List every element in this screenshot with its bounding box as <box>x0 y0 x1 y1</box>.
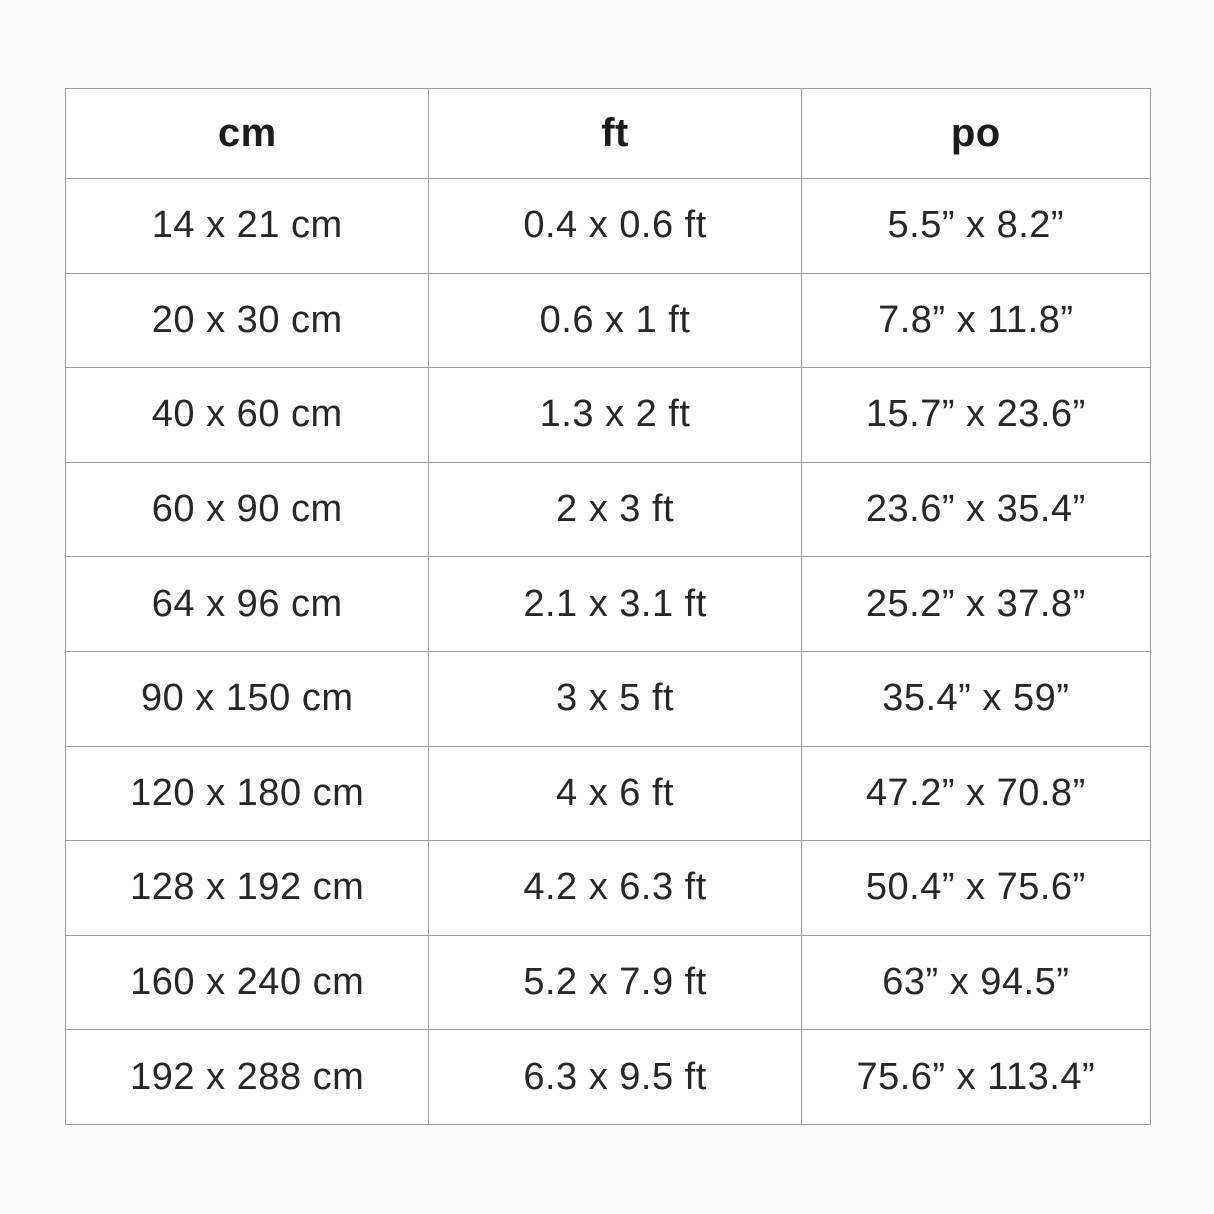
table-cell: 1.3 x 2 ft <box>429 368 801 463</box>
table-row <box>66 746 1151 841</box>
table-cell: 64 x 96 cm <box>66 557 429 652</box>
table-body <box>66 179 1151 1125</box>
table-cell: 128 x 192 cm <box>66 841 429 936</box>
table-cell: 2 x 3 ft <box>429 462 801 557</box>
table-row <box>66 557 1151 652</box>
table-row <box>66 273 1151 368</box>
table-cell: 47.2” x 70.8” <box>801 746 1150 841</box>
table-cell: 60 x 90 cm <box>66 462 429 557</box>
table-cell: 4 x 6 ft <box>429 746 801 841</box>
table-cell: 40 x 60 cm <box>66 368 429 463</box>
table-cell: 6.3 x 9.5 ft <box>429 1030 801 1125</box>
column-header-ft: ft <box>429 89 801 179</box>
table-cell: 5.2 x 7.9 ft <box>429 935 801 1030</box>
table-cell: 25.2” x 37.8” <box>801 557 1150 652</box>
table-cell: 20 x 30 cm <box>66 273 429 368</box>
table-cell: 0.4 x 0.6 ft <box>429 179 801 274</box>
table-cell: 192 x 288 cm <box>66 1030 429 1125</box>
header-row <box>66 89 1151 179</box>
table-cell: 120 x 180 cm <box>66 746 429 841</box>
table-row <box>66 1030 1151 1125</box>
table-cell: 2.1 x 3.1 ft <box>429 557 801 652</box>
table-header <box>66 89 1151 179</box>
column-header-po: po <box>801 89 1150 179</box>
table-row <box>66 368 1151 463</box>
table-cell: 160 x 240 cm <box>66 935 429 1030</box>
table-row <box>66 651 1151 746</box>
table-row <box>66 935 1151 1030</box>
column-header-cm: cm <box>66 89 429 179</box>
size-conversion-table <box>65 88 1151 1125</box>
table-cell: 0.6 x 1 ft <box>429 273 801 368</box>
table-row <box>66 179 1151 274</box>
table-cell: 23.6” x 35.4” <box>801 462 1150 557</box>
table-cell: 4.2 x 6.3 ft <box>429 841 801 936</box>
conversion-table <box>65 88 1151 1125</box>
table-cell: 63” x 94.5” <box>801 935 1150 1030</box>
table-cell: 14 x 21 cm <box>66 179 429 274</box>
table-cell: 50.4” x 75.6” <box>801 841 1150 936</box>
table-cell: 15.7” x 23.6” <box>801 368 1150 463</box>
table-cell: 5.5” x 8.2” <box>801 179 1150 274</box>
table-cell: 3 x 5 ft <box>429 651 801 746</box>
table-row <box>66 462 1151 557</box>
table-cell: 75.6” x 113.4” <box>801 1030 1150 1125</box>
table-cell: 7.8” x 11.8” <box>801 273 1150 368</box>
table-row <box>66 841 1151 936</box>
table-cell: 35.4” x 59” <box>801 651 1150 746</box>
table-cell: 90 x 150 cm <box>66 651 429 746</box>
